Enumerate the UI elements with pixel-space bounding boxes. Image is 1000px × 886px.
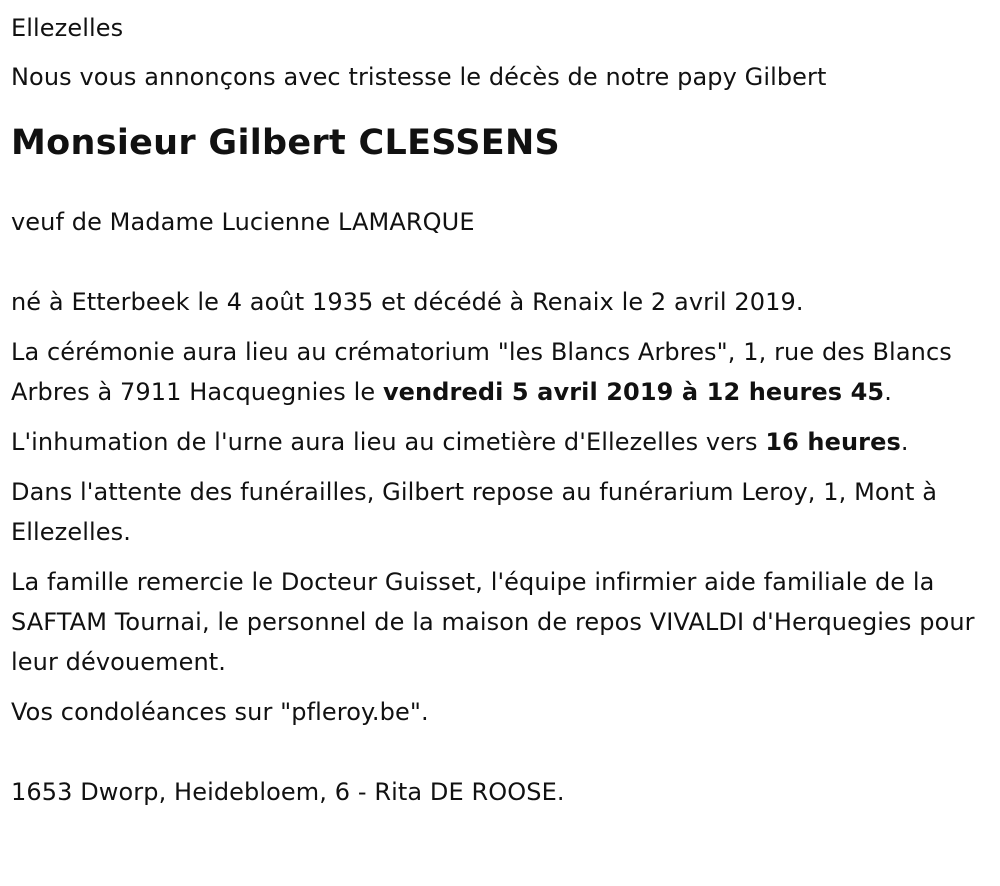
widow-of-text: veuf de Madame Lucienne LAMARQUE <box>11 208 475 236</box>
burial-paragraph <box>11 422 988 462</box>
announcement-text: Nous vous annonçons avec tristesse le décès de notre papy Gilbert <box>11 63 827 91</box>
burial-time: 16 heures <box>765 428 901 456</box>
ceremony-paragraph <box>11 332 988 412</box>
ceremony-end: . <box>884 378 892 406</box>
thanks-text: La famille remercie le Docteur Guisset, l'équipe infirmier aide familiale de la SAFTAM Tournai, le personnel de la maison de repos VIVALDI d'Herquegies pour leur dévouement. <box>11 568 975 676</box>
rest-text: Dans l'attente des funérailles, Gilbert repose au funérarium Leroy, 1, Mont à Ellezelles. <box>11 478 938 546</box>
burial-end: . <box>900 428 909 456</box>
place-name: Ellezelles <box>11 14 124 42</box>
deceased-name: Monsieur Gilbert CLESSENS <box>11 123 561 163</box>
condolences-text: Vos condoléances sur "pfleroy.be". <box>11 698 429 726</box>
burial-text: L'inhumation de l'urne aura lieu au cimetière d'Ellezelles vers <box>11 428 766 456</box>
ceremony-text: La cérémonie aura lieu au crématorium "les Blancs Arbres", 1, rue des Blancs Arbres à 7911 Hacquegnies le <box>11 338 952 406</box>
birth-death-text: né à Etterbeek le 4 août 1935 et décédé à Renaix le 2 avril 2019. <box>11 288 804 316</box>
contact-address: 1653 Dworp, Heidebloem, 6 - Rita DE ROOSE. <box>11 778 565 806</box>
ceremony-date: vendredi 5 avril 2019 à 12 heures 45 <box>382 378 885 406</box>
